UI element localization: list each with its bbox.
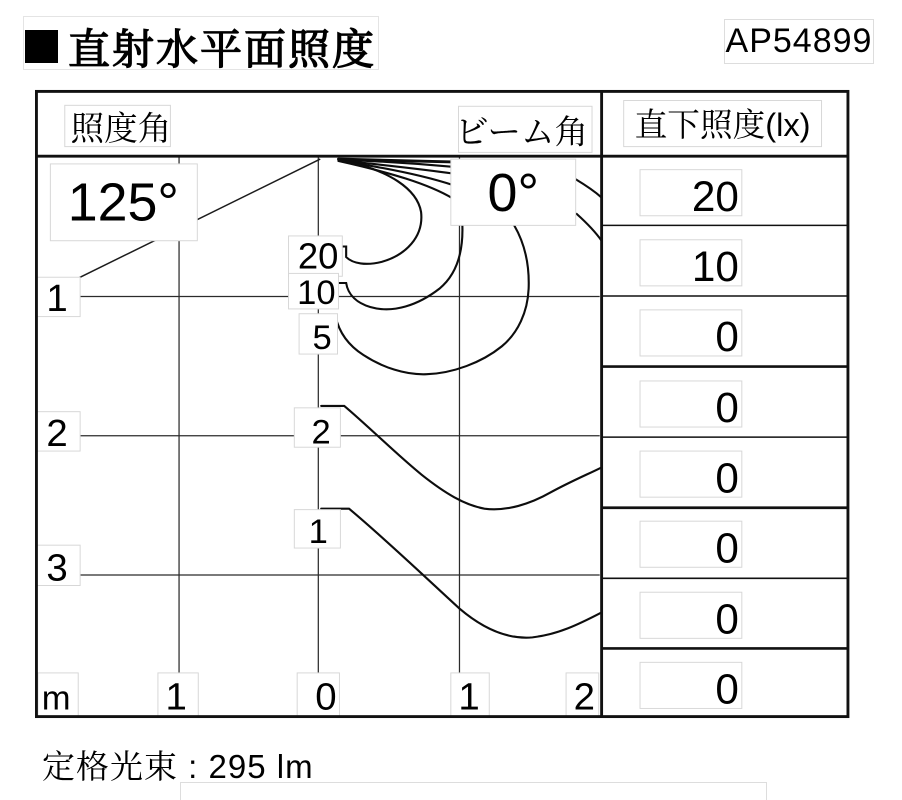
y-tick-1: 1 xyxy=(46,276,68,320)
value-cell-6: 0 xyxy=(715,595,739,643)
isolux-curve-1 xyxy=(321,509,601,638)
x-axis-unit: m xyxy=(41,679,71,718)
value-cell-2: 0 xyxy=(715,313,739,361)
header-left-label: 照度角 xyxy=(70,110,172,148)
value-cell-1: 10 xyxy=(691,243,739,291)
contour-label-20: 20 xyxy=(297,235,339,277)
contour-label-10: 10 xyxy=(297,274,336,313)
title-square-bullet-icon xyxy=(25,30,58,63)
x-tick-minus1: 1 xyxy=(165,675,187,719)
contour-label-1: 1 xyxy=(308,513,328,552)
x-tick-1: 1 xyxy=(458,675,480,719)
rated-luminous-flux: 定格光束 : 295 lm xyxy=(42,748,314,785)
isolux-curve-1-upper-branch xyxy=(577,214,602,241)
product-code-box xyxy=(724,19,874,64)
y-tick-2: 2 xyxy=(46,412,68,456)
contour-label-2: 2 xyxy=(311,413,331,452)
value-cell-3: 0 xyxy=(715,384,739,432)
header-value-col-label: 直下照度(lx) xyxy=(634,106,811,144)
illuminance-angle-value: 125° xyxy=(67,172,179,233)
x-tick-0: 0 xyxy=(315,675,337,719)
y-tick-3: 3 xyxy=(46,546,68,590)
x-tick-2: 2 xyxy=(573,675,596,719)
contour-label-5: 5 xyxy=(312,319,332,358)
value-cell-0: 20 xyxy=(691,172,739,220)
illuminance-table-svg xyxy=(35,77,883,731)
value-cell-7: 0 xyxy=(715,665,739,713)
isolux-curve-2 xyxy=(321,406,601,509)
page-title: 直射水平面照度 xyxy=(68,26,377,73)
product-code: AP54899 xyxy=(725,22,873,60)
isolux-curve-2-upper-branch xyxy=(576,179,602,197)
beam-angle-value: 0° xyxy=(487,162,539,223)
value-cell-5: 0 xyxy=(715,524,739,572)
value-cell-4: 0 xyxy=(715,454,739,502)
header-beam-label: ビーム角 xyxy=(455,114,589,152)
